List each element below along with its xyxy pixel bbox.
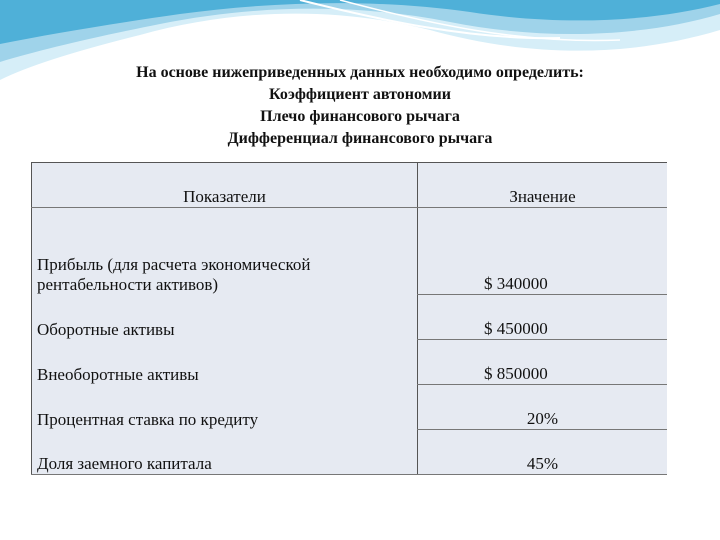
table-row bbox=[32, 208, 668, 295]
row-label-noncurrent-assets: Внеоборотные активы bbox=[37, 364, 199, 384]
row-value-noncurrent-assets: $ 850000 bbox=[417, 340, 667, 385]
table-row bbox=[32, 385, 668, 430]
heading-line-4: Дифференциал финансового рычага bbox=[227, 130, 493, 147]
row-value-current-assets: $ 450000 bbox=[417, 295, 667, 340]
indicators-table bbox=[31, 162, 667, 475]
profit-label-line-1: Прибыль (для расчета экономической bbox=[37, 254, 311, 274]
row-label-current-assets: Оборотные активы bbox=[37, 319, 175, 339]
table-header-row bbox=[32, 163, 668, 208]
row-value-interest-rate: 20% bbox=[417, 385, 667, 430]
row-value-debt-share: 45% bbox=[417, 430, 667, 475]
task-heading bbox=[0, 62, 720, 150]
table-row bbox=[32, 430, 668, 475]
heading-line-2: Коэффициент автономии bbox=[269, 86, 451, 103]
heading-line-1: На основе нижеприведенных данных необходимо определить: bbox=[136, 64, 584, 81]
table-row bbox=[32, 340, 668, 385]
table-row bbox=[32, 295, 668, 340]
heading-line-3: Плечо финансового рычага bbox=[260, 108, 460, 125]
header-indicators: Показатели bbox=[32, 163, 418, 208]
row-label-profit bbox=[32, 208, 418, 295]
row-label-interest-rate: Процентная ставка по кредиту bbox=[37, 409, 259, 429]
header-value: Значение bbox=[417, 163, 667, 208]
row-value-profit: $ 340000 bbox=[417, 208, 667, 295]
row-label-debt-share: Доля заемного капитала bbox=[32, 430, 418, 475]
profit-label-line-2: рентабельности активов) bbox=[37, 274, 219, 294]
